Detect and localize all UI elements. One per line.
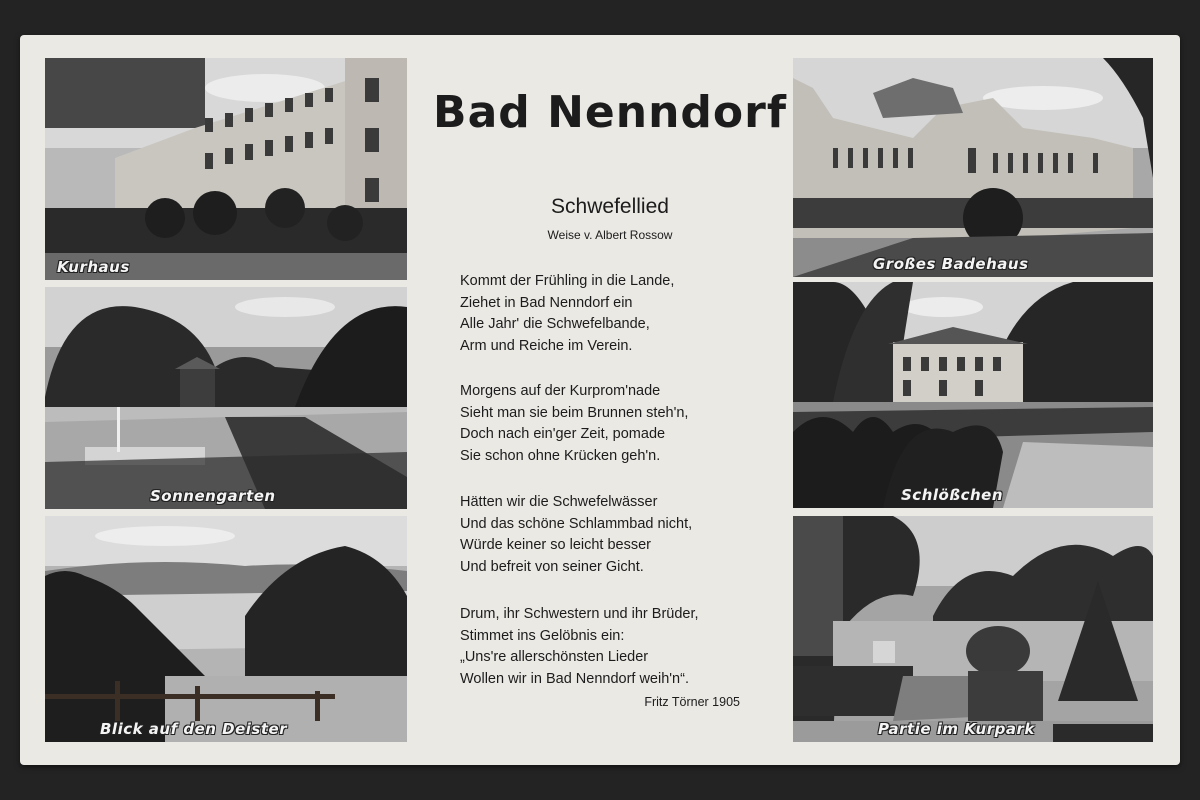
photo-kurpark: [793, 516, 1153, 742]
stanza-2: [460, 381, 780, 467]
caption-kurpark: Partie im Kurpark: [878, 720, 1035, 738]
stanza-4: [460, 604, 780, 690]
stanza-line: Kommt der Frühling in die Lande,: [460, 273, 675, 289]
stanza-1: [460, 271, 780, 357]
photo-schloesschen: [793, 282, 1153, 508]
deister-image: [45, 516, 407, 742]
caption-badehaus: Großes Badehaus: [873, 255, 1029, 273]
stanza-line: Und das schöne Schlammbad nicht,: [460, 515, 693, 532]
schloesschen-image: [793, 282, 1153, 508]
postcard-title: Bad Nenndorf: [433, 87, 787, 138]
stanza-line: Wollen wir in Bad Nenndorf weih'n“.: [460, 670, 689, 687]
stanza-line: Morgens auf der Kurprom'nade: [460, 383, 661, 399]
stanza-line: Arm und Reiche im Verein.: [460, 337, 633, 354]
stanza-line: Alle Jahr' die Schwefelbande,: [460, 316, 650, 332]
caption-schloesschen: Schlößchen: [901, 486, 1004, 504]
caption-sonnengarten: Sonnengarten: [150, 487, 276, 505]
center-panel: [430, 35, 790, 765]
song-title: Schwefellied: [551, 195, 669, 218]
postcard: [20, 35, 1180, 765]
photo-sonnengarten: [45, 287, 407, 509]
stanza-3: [460, 492, 780, 578]
stanza-line: „Uns're allerschönsten Lieder: [460, 649, 649, 665]
photo-badehaus: [793, 58, 1153, 277]
caption-kurhaus: Kurhaus: [57, 258, 130, 276]
stanza-line: Würde keiner so leicht besser: [460, 537, 651, 553]
song-subtitle: Weise v. Albert Rossow: [547, 228, 673, 242]
kurpark-image: [793, 516, 1153, 742]
badehaus-image: [793, 58, 1153, 277]
author-credit: Fritz Törner 1905: [644, 695, 740, 709]
stanza-line: Stimmet ins Gelöbnis ein:: [460, 627, 625, 644]
stanza-line: Hätten wir die Schwefelwässer: [460, 494, 658, 510]
caption-deister: Blick auf den Deister: [100, 720, 288, 738]
sonnengarten-image: [45, 287, 407, 509]
stanza-line: Und befreit von seiner Gicht.: [460, 558, 644, 575]
stanza-line: Ziehet in Bad Nenndorf ein: [460, 294, 633, 311]
stanza-line: Doch nach ein'ger Zeit, pomade: [460, 426, 666, 442]
stanza-line: Sie schon ohne Krücken geh'n.: [460, 447, 661, 464]
stanza-line: Sieht man sie beim Brunnen steh'n,: [460, 404, 689, 421]
photo-kurhaus: [45, 58, 407, 280]
stanza-line: Drum, ihr Schwestern und ihr Brüder,: [460, 606, 699, 622]
kurhaus-image: [45, 58, 407, 280]
photo-deister: [45, 516, 407, 742]
